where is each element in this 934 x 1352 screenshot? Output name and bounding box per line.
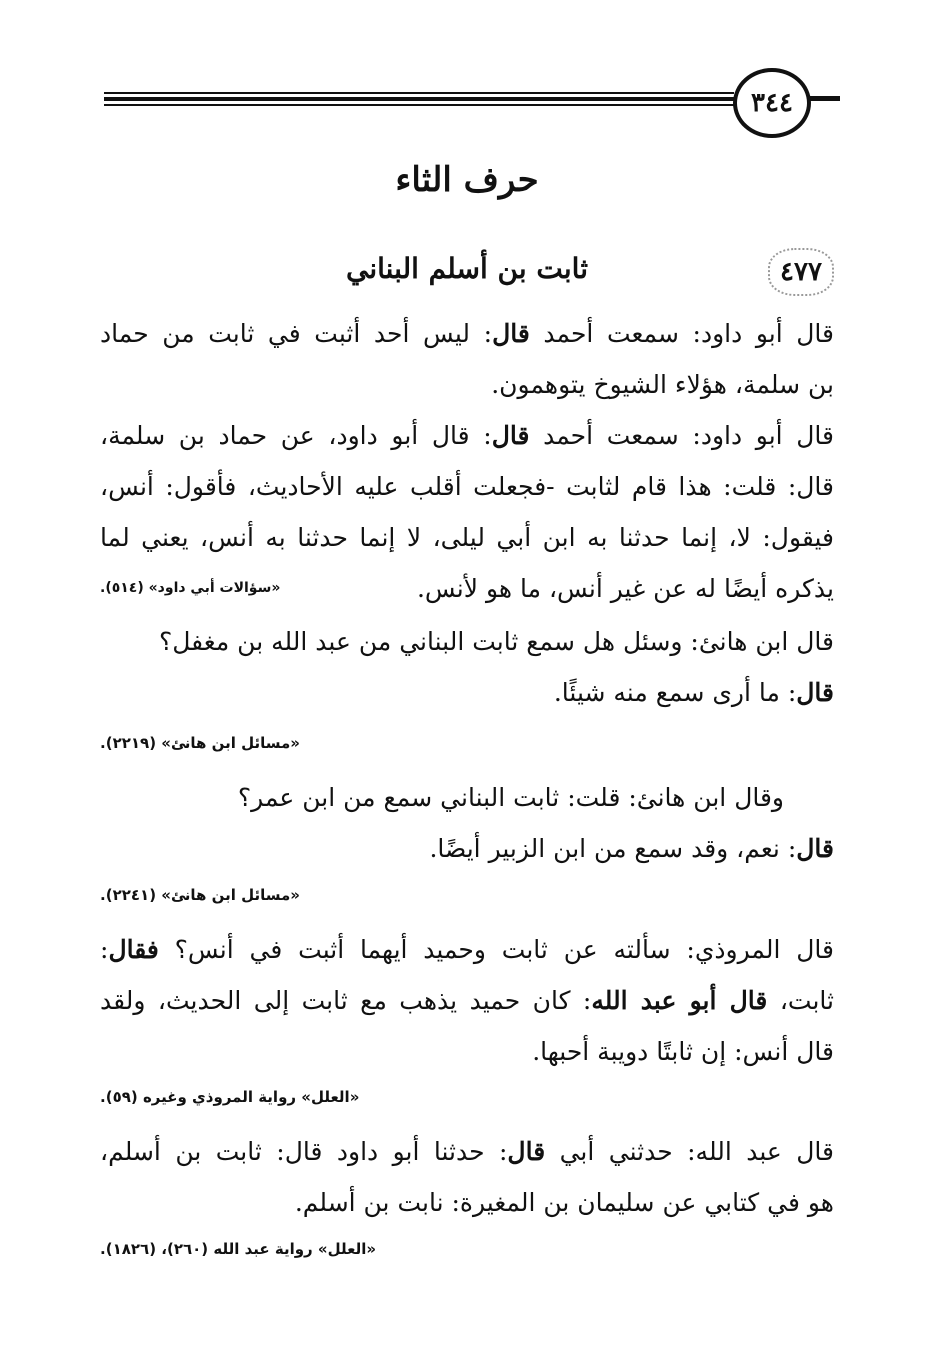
text-line: بن سلمة، هؤلاء الشيوخ يتوهمون. bbox=[491, 370, 834, 399]
header-rule bbox=[104, 88, 734, 110]
paragraph-3 bbox=[100, 616, 834, 718]
entry-title: ثابت بن أسلم البناني bbox=[346, 252, 588, 285]
entry-number: ٤٧٧ bbox=[780, 257, 822, 287]
paragraph-1 bbox=[100, 308, 834, 410]
text-line: قال المروذي: سألته عن ثابت وحميد أيهما أثبت في أنس؟ فقال: bbox=[100, 935, 834, 964]
text-line: يذكره أيضًا له عن غير أنس، ما هو لأنس. «سؤالات أبي داود» (٥١٤). bbox=[100, 563, 834, 614]
text-line: وقال ابن هانئ: قلت: ثابت البناني سمع من ابن عمر؟ bbox=[237, 783, 784, 812]
source-citation: «العلل» رواية المروذي وغيره (٥٩). bbox=[100, 1088, 360, 1106]
text-line: قال أنس: إن ثابتًا دويبة أحبها. bbox=[532, 1037, 834, 1066]
text-line: قال: قلت: هذا قام لثابت -فجعلت أقلب عليه الأحاديث، فأقول: أنس، bbox=[100, 472, 834, 501]
paragraph-6 bbox=[100, 1126, 834, 1228]
chapter-title: حرف الثاء bbox=[395, 160, 539, 200]
text-line: قال أبو داود: سمعت أحمد قال: قال أبو داود، عن حماد بن سلمة، bbox=[100, 421, 834, 450]
text-line: قال ابن هانئ: وسئل هل سمع ثابت البناني من عبد الله بن مغفل؟ bbox=[158, 627, 834, 656]
source-citation: «سؤالات أبي داود» (٥١٤). bbox=[100, 580, 281, 596]
source-citation: «العلل» رواية عبد الله (٢٦٠)، (١٨٢٦). bbox=[100, 1240, 377, 1258]
page-number: ٣٤٤ bbox=[733, 68, 811, 138]
header-rule-tail bbox=[810, 96, 840, 101]
text-line: فيقول: لا، إنما حدثنا به ابن أبي ليلى، لا إنما حدثنا به أنس، يعني لما bbox=[100, 523, 834, 552]
text-line: هو في كتابي عن سليمان بن المغيرة: نابت بن أسلم. bbox=[294, 1188, 834, 1217]
paragraph-2 bbox=[100, 410, 834, 614]
text-line: قال: ما أرى سمع منه شيئًا. bbox=[553, 678, 834, 707]
ornament-frame-icon bbox=[768, 248, 834, 296]
text-line: قال: نعم، وقد سمع من ابن الزبير أيضًا. bbox=[429, 834, 834, 863]
text-line: ثابت، قال أبو عبد الله: كان حميد يذهب مع ثابت إلى الحديث، ولقد bbox=[100, 986, 834, 1015]
source-citation: «مسائل ابن هانئ» (٢٢٤١). bbox=[100, 886, 300, 904]
paragraph-5 bbox=[100, 924, 834, 1077]
entry-heading bbox=[100, 248, 834, 296]
text-line: قال عبد الله: حدثني أبي قال: حدثنا أبو داود قال: ثابت بن أسلم، bbox=[100, 1137, 834, 1166]
paragraph-4 bbox=[100, 772, 834, 874]
text-line: قال أبو داود: سمعت أحمد قال: ليس أحد أثبت في ثابت من حماد bbox=[100, 319, 834, 348]
entry-number-badge bbox=[768, 248, 834, 296]
source-citation: «مسائل ابن هانئ» (٢٢١٩). bbox=[100, 734, 300, 752]
